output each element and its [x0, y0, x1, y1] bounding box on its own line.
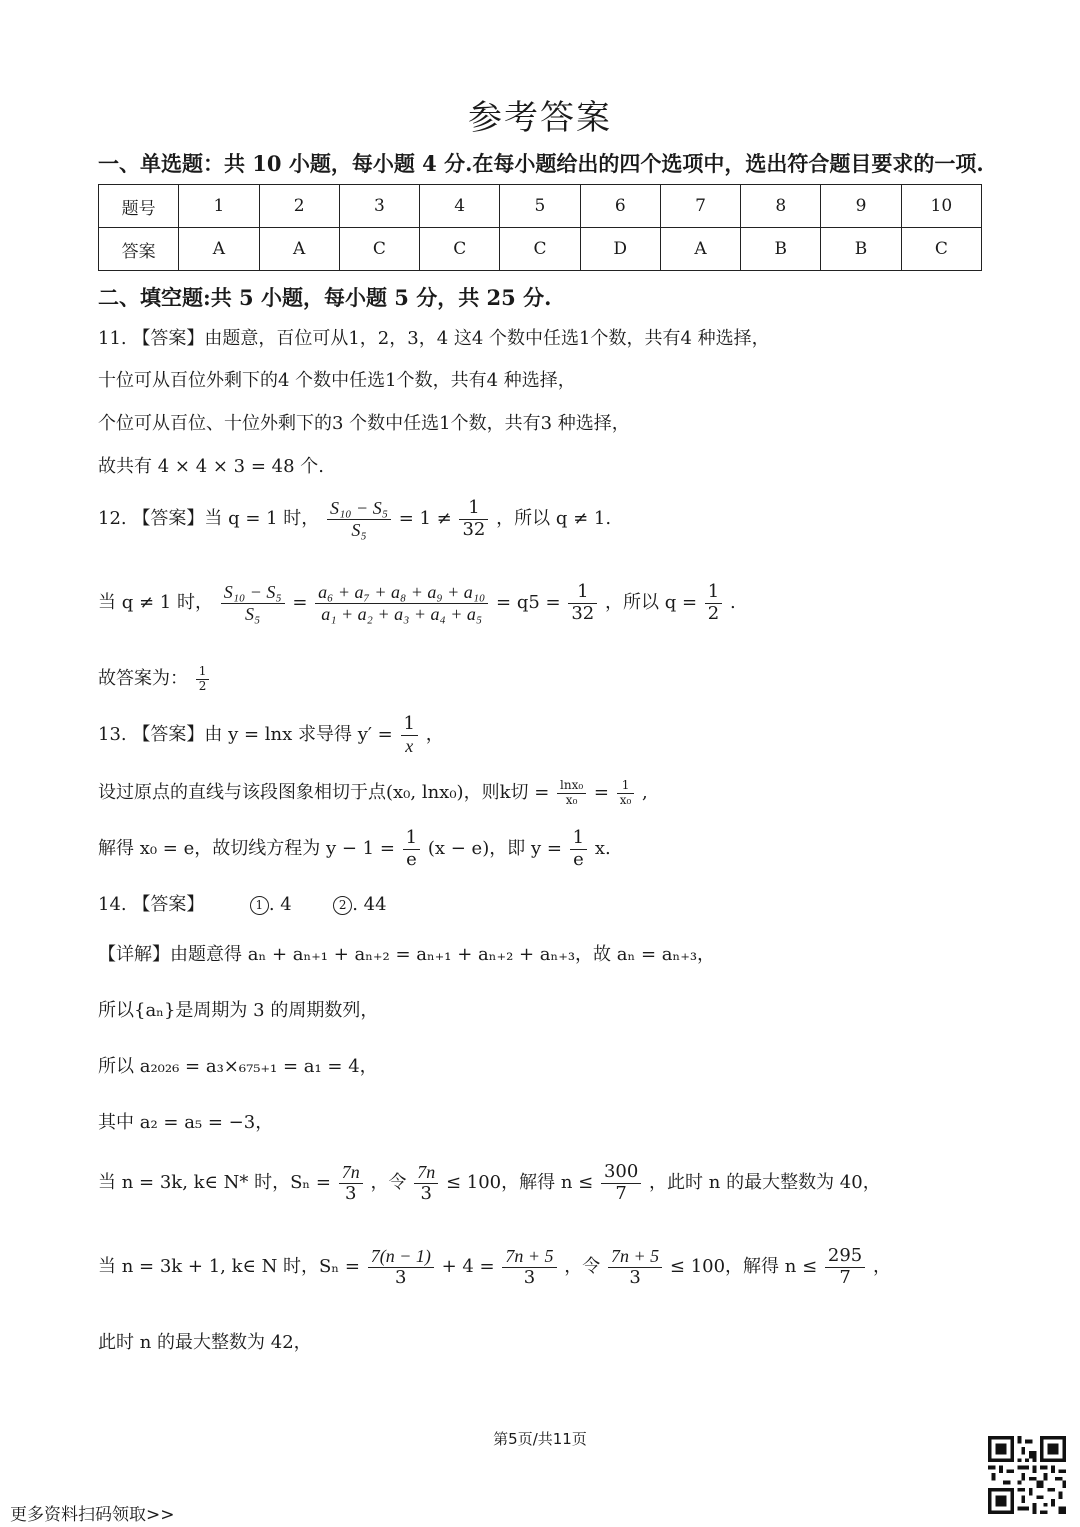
- page-number: 第5页/共11页: [493, 1430, 587, 1448]
- denominator: e: [406, 848, 417, 870]
- answer-table: [98, 184, 982, 271]
- q12-line2: 当 q ≠ 1 时， $\frac{\text{S₁₀ − S₅}}{\text{S₅}}$ = $\frac{\text{a₆ + a₇ + a₈ + a₉ + a₁₀}}{\text{a₁ + a₂ + a₃ + a₄ + a₅}}$ = q5 = $\frac{1}{32}$ ，所以 q = $\frac{1}{2}$ .: [98, 581, 736, 624]
- numerator: S₁₀ − S₅: [327, 498, 391, 520]
- numerator: 1: [705, 582, 722, 604]
- denominator: 7: [839, 1266, 851, 1288]
- q14-l6-text-b: ，令: [370, 1172, 407, 1194]
- fraction: [339, 1162, 363, 1204]
- fraction: [196, 665, 210, 694]
- denominator: 3: [420, 1182, 432, 1204]
- q11-line2: 十位可从百位外剩下的4 个数中任选1个数，共有4 种选择，: [98, 370, 576, 391]
- table-cell: A: [660, 228, 740, 271]
- q14-l7-text-e: ，: [873, 1256, 891, 1278]
- table-cell: 4: [420, 185, 500, 228]
- denominator: S₅: [245, 603, 261, 624]
- q12-l3-text: 故答案为：: [98, 668, 188, 689]
- q11-line4: 故共有 4 × 4 × 3 = 48 个.: [98, 456, 325, 477]
- qr-code-icon[interactable]: [988, 1436, 1066, 1514]
- fraction: [221, 582, 285, 624]
- table-cell: 2: [259, 185, 339, 228]
- numerator: 295: [825, 1246, 865, 1268]
- q14-line7: [98, 1246, 891, 1288]
- table-cell: 5: [500, 185, 580, 228]
- table-cell: C: [339, 228, 419, 271]
- more-resources-link[interactable]: 更多资料扫码领取>>: [10, 1505, 175, 1525]
- denominator: 32: [462, 518, 486, 540]
- table-cell: B: [821, 228, 901, 271]
- table-cell: D: [580, 228, 660, 271]
- numerator: 1: [459, 498, 488, 520]
- q13-l3-text-c: x.: [594, 838, 611, 860]
- numerator: 300: [601, 1162, 641, 1184]
- fraction: [601, 1162, 641, 1204]
- q12-line3: [98, 664, 211, 693]
- fraction: [608, 1246, 662, 1288]
- table-cell: A: [259, 228, 339, 271]
- numerator: 1: [568, 582, 597, 604]
- numerator: 1: [403, 828, 420, 850]
- q13-line2: 设过原点的直线与该段图象相切于点(x₀, lnx₀)，则k切 = $\frac{\text{lnx₀}}{\text{x₀}}$ = $\frac{1}{\text{x₀}}$ ,: [98, 777, 648, 807]
- fraction: [502, 1246, 556, 1288]
- fraction: [557, 779, 586, 808]
- denominator: x: [405, 735, 414, 756]
- q12-l2-text-c: ，所以 q =: [605, 592, 698, 614]
- numerator: 7n + 5: [502, 1246, 556, 1268]
- table-cell: 1: [179, 185, 259, 228]
- table-cell: A: [179, 228, 259, 271]
- denominator: 2: [707, 602, 720, 624]
- numerator: S₁₀ − S₅: [221, 582, 285, 604]
- q14-line8: 此时 n 的最大整数为 42，: [98, 1332, 312, 1353]
- section2-heading: 二、填空题:共 5 小题，每小题 5 分，共 25 分.: [98, 285, 552, 310]
- row-label: 题号: [99, 185, 179, 228]
- numerator: 1: [401, 714, 418, 736]
- q14-answer-2: . 44: [352, 894, 387, 915]
- numerator: a₆ + a₇ + a₈ + a₉ + a₁₀: [315, 582, 488, 604]
- denominator: 7: [615, 1182, 627, 1204]
- q12-l1-text-a: 12. 【答案】当 q = 1 时，: [98, 508, 320, 530]
- numerator: 1: [196, 665, 210, 680]
- row-label: 答案: [99, 228, 179, 271]
- denominator: 3: [395, 1266, 407, 1288]
- q13-l3-text-a: 解得 x₀ = e，故切线方程为 y − 1 =: [98, 838, 395, 860]
- fraction: [568, 582, 597, 624]
- q12-line1: [98, 498, 611, 540]
- q12-l2-text-b: = q5 =: [496, 592, 561, 614]
- q14-line6: [98, 1162, 881, 1204]
- q14-line2: 【详解】由题意得 aₙ + aₙ₊₁ + aₙ₊₂ = aₙ₊₁ + aₙ₊₂ + aₙ₊₃，故 aₙ = aₙ₊₃，: [98, 944, 716, 965]
- q14-l6-text-d: ，此时 n 的最大整数为 40，: [649, 1172, 881, 1194]
- numerator: 7n: [339, 1162, 363, 1184]
- q14-line5: 其中 a₂ = a₅ = −3，: [98, 1112, 274, 1133]
- q11-line3: 个位可从百位、十位外剩下的3 个数中任选1个数，共有3 种选择，: [98, 413, 630, 434]
- q13-line1: 13. 【答案】由 y = lnx 求导得 y′ = $\frac{1}{x}$ ，: [98, 713, 444, 756]
- q14-l7-text-a: 当 n = 3k + 1, k∈ N 时，Sₙ =: [98, 1256, 360, 1278]
- circled-number-2: 2: [333, 896, 352, 915]
- table-cell: B: [741, 228, 821, 271]
- q13-l3-text-b: (x − e)，即 y =: [427, 838, 562, 860]
- table-cell: 7: [660, 185, 740, 228]
- fraction: [414, 1162, 438, 1204]
- q14-l6-text-a: 当 n = 3k, k∈ N* 时，Sₙ =: [98, 1172, 331, 1194]
- fraction: [459, 498, 488, 540]
- fraction: [825, 1246, 865, 1288]
- q14-answer-1: . 4: [268, 894, 292, 915]
- denominator: a₁ + a₂ + a₃ + a₄ + a₅: [321, 603, 483, 624]
- q12-l1-text-c: ，所以 q ≠ 1.: [496, 508, 612, 530]
- denominator: 32: [571, 602, 595, 624]
- section1-heading: 一、单选题：共 10 小题，每小题 4 分.在每小题给出的四个选项中，选出符合题目要求的一项.: [98, 151, 984, 176]
- numerator: 7n + 5: [608, 1246, 662, 1268]
- q14-l7-text-b: + 4 =: [441, 1256, 495, 1278]
- table-cell: 3: [339, 185, 419, 228]
- fraction: [401, 714, 418, 756]
- denominator: 2: [198, 678, 207, 693]
- q14-l7-text-d: ≤ 100，解得 n ≤: [669, 1256, 818, 1278]
- denominator: e: [573, 848, 584, 870]
- fraction: [368, 1246, 434, 1288]
- q11-line1: 11. 【答案】由题意，百位可从1，2，3，4 这4 个数中任选1个数，共有4 种选择，: [98, 328, 770, 349]
- circled-number-1: 1: [250, 896, 269, 915]
- table-cell: C: [500, 228, 580, 271]
- denominator: 3: [345, 1182, 357, 1204]
- table-row-answers: [99, 228, 982, 271]
- numerator: 7(n − 1): [368, 1246, 434, 1268]
- q14-l6-text-c: ≤ 100，解得 n ≤: [445, 1172, 594, 1194]
- denominator: x₀: [565, 792, 578, 807]
- page-title: 参考答案: [468, 98, 612, 138]
- q14-line3: 所以{aₙ}是周期为 3 的周期数列，: [98, 1000, 379, 1021]
- q12-l1-text-b: = 1 ≠: [398, 508, 452, 530]
- denominator: S₅: [351, 519, 367, 540]
- fraction: [570, 828, 587, 870]
- numerator: 7n: [414, 1162, 438, 1184]
- fraction: [705, 582, 722, 624]
- q14-l7-text-c: ，令: [564, 1256, 601, 1278]
- q13-line3: [98, 828, 611, 870]
- table-cell: 6: [580, 185, 660, 228]
- numerator: lnx₀: [557, 779, 586, 794]
- numerator: 1: [570, 828, 587, 850]
- table-cell: 8: [741, 185, 821, 228]
- fraction: [403, 828, 420, 870]
- q13-l1-text: 13. 【答案】由 y = lnx 求导得 y′ =: [98, 724, 393, 746]
- table-cell: C: [420, 228, 500, 271]
- numerator: 1: [617, 779, 635, 794]
- table-cell: C: [901, 228, 981, 271]
- denominator: 3: [523, 1266, 536, 1288]
- q13-l2-text: 设过原点的直线与该段图象相切于点(x₀, lnx₀)，则k切 =: [98, 782, 550, 803]
- q12-l2-text-a: 当 q ≠ 1 时，: [98, 592, 213, 614]
- denominator: x₀: [619, 792, 632, 807]
- q14-line1: [98, 890, 387, 916]
- table-cell: 9: [821, 185, 901, 228]
- table-cell: 10: [901, 185, 981, 228]
- fraction: [617, 779, 635, 808]
- q14-line4: 所以 a₂₀₂₆ = a₃×₆₇₅₊₁ = a₁ = 4，: [98, 1056, 378, 1077]
- table-row-numbers: [99, 185, 982, 228]
- q14-l1-text: 14. 【答案】: [98, 894, 205, 915]
- fraction: [327, 498, 391, 540]
- fraction: [315, 582, 488, 624]
- denominator: 3: [629, 1266, 641, 1288]
